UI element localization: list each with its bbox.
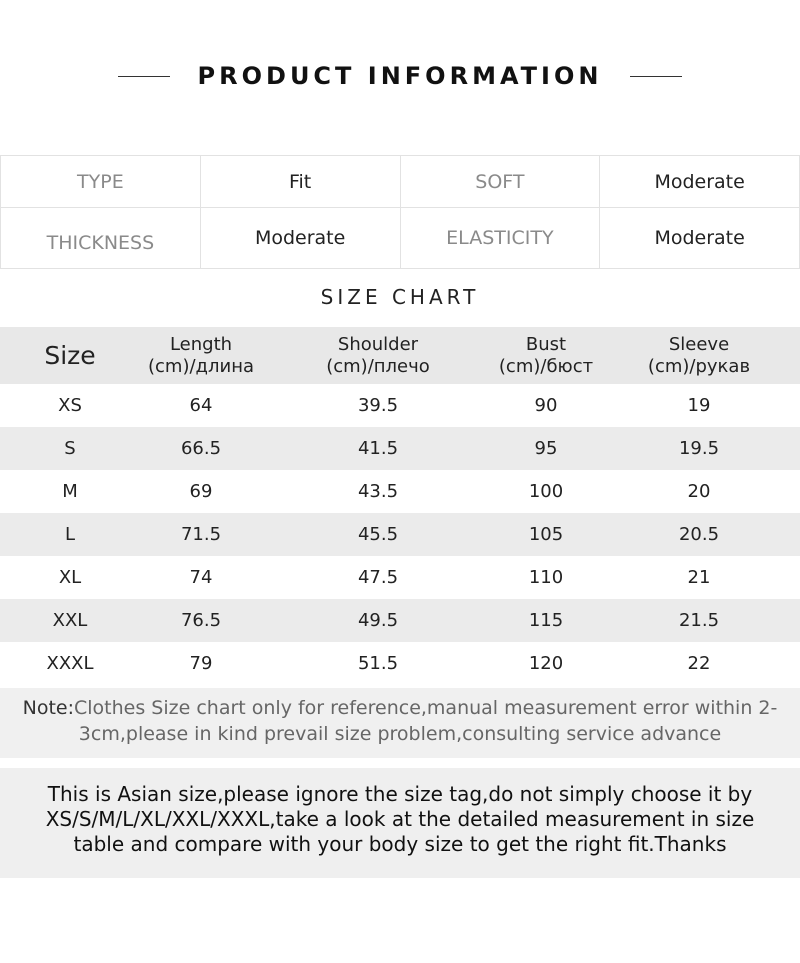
cell-shoulder: 49.5	[262, 599, 494, 642]
cell-size: S	[0, 427, 140, 470]
size-row	[0, 556, 800, 599]
column-header-unit: (cm)/плечо	[326, 355, 430, 377]
column-header-label: Length	[169, 333, 233, 355]
size-chart-title: SIZE CHART	[320, 285, 480, 309]
info-key-elasticity: ELASTICITY	[400, 208, 600, 269]
cell-sleeve: 20	[687, 481, 711, 502]
cell-length: 69	[189, 481, 213, 502]
size-row	[0, 427, 800, 470]
cell-bust: 90	[534, 395, 558, 416]
cell-sleeve: 20.5	[598, 513, 800, 556]
cell-size: M	[62, 481, 78, 502]
cell-size: L	[0, 513, 140, 556]
column-header-size	[0, 327, 140, 384]
info-value-thickness: Moderate	[200, 208, 400, 269]
column-header-shoulder	[262, 327, 494, 384]
cell-bust: 105	[494, 513, 598, 556]
cell-shoulder: 51.5	[357, 653, 399, 674]
cell-size: XXL	[0, 599, 140, 642]
cell-bust: 95	[494, 427, 598, 470]
cell-size: XL	[58, 567, 82, 588]
cell-length: 74	[189, 567, 213, 588]
cell-bust: 115	[494, 599, 598, 642]
info-row	[1, 208, 800, 269]
info-key-soft: SOFT	[400, 156, 600, 208]
cell-length: 71.5	[140, 513, 262, 556]
info-row	[1, 156, 800, 208]
cell-shoulder: 43.5	[357, 481, 399, 502]
size-row	[0, 642, 800, 685]
right-divider	[630, 76, 682, 77]
left-divider	[118, 76, 170, 77]
column-header-sleeve	[598, 327, 800, 384]
cell-sleeve: 19.5	[598, 427, 800, 470]
cell-sleeve: 22	[687, 653, 711, 674]
page-header	[0, 58, 800, 94]
column-header-label: Sleeve	[668, 333, 730, 355]
cell-length: 64	[189, 395, 213, 416]
cell-length: 79	[189, 653, 213, 674]
info-key-thickness: THICKNESS	[1, 208, 201, 269]
column-header-label: Bust	[525, 333, 567, 355]
size-row	[0, 470, 800, 513]
size-row	[0, 599, 800, 642]
cell-bust: 120	[528, 653, 564, 674]
product-info-table	[0, 155, 800, 269]
cell-shoulder: 45.5	[262, 513, 494, 556]
cell-length: 76.5	[140, 599, 262, 642]
cell-sleeve: 21	[687, 567, 711, 588]
info-value-soft: Moderate	[600, 156, 800, 208]
size-chart-header-row	[0, 327, 800, 384]
note-text: Clothes Size chart only for reference,manual measurement error within 2-3cm,please in kind prevail size problem,consulting service advance	[74, 697, 778, 745]
cell-size: XXXL	[46, 653, 94, 674]
info-value-type: Fit	[200, 156, 400, 208]
cell-sleeve: 21.5	[598, 599, 800, 642]
cell-shoulder: 41.5	[262, 427, 494, 470]
cell-size: XS	[58, 395, 82, 416]
cell-shoulder: 39.5	[357, 395, 399, 416]
column-header-bust	[494, 327, 598, 384]
column-header-label: Shoulder	[337, 333, 419, 355]
cell-bust: 100	[528, 481, 564, 502]
column-header-unit: (cm)/бюст	[498, 355, 594, 377]
size-row	[0, 384, 800, 427]
column-header-unit: (cm)/длина	[148, 355, 254, 377]
column-header-unit: (cm)/рукав	[647, 355, 751, 377]
cell-sleeve: 19	[687, 395, 711, 416]
size-row	[0, 513, 800, 556]
info-key-type: TYPE	[1, 156, 201, 208]
page-title: PRODUCT INFORMATION	[197, 62, 603, 90]
column-header-label: Size	[44, 340, 96, 370]
info-value-elasticity: Moderate	[600, 208, 800, 269]
cell-shoulder: 47.5	[357, 567, 399, 588]
column-header-length	[140, 327, 262, 384]
note-label: Note:	[22, 697, 74, 719]
cell-bust: 110	[528, 567, 564, 588]
size-note	[0, 688, 800, 758]
size-chart-table	[0, 327, 800, 685]
cell-length: 66.5	[140, 427, 262, 470]
asian-size-notice: This is Asian size,please ignore the size tag,do not simply choose it by XS/S/M/L/XL/XXL/XXXL,take a look at the detailed measurement in size table and compare with your body size to get the right fit.Thanks	[0, 768, 800, 878]
